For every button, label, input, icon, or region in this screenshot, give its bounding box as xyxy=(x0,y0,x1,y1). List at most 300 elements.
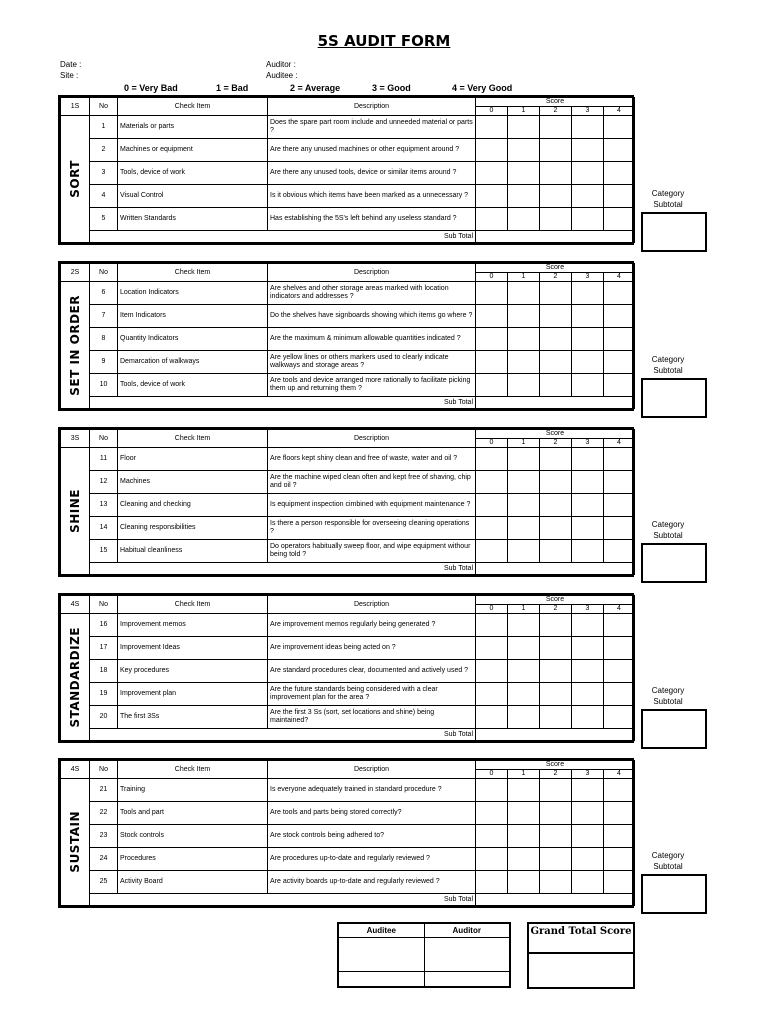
score-header: Score xyxy=(476,761,635,770)
category-subtotal-label: Category Subtotal xyxy=(651,851,685,871)
item-description: Are the machine wiped clean often and kept free of shaving, chip and oil ? xyxy=(268,471,476,494)
score-cell-1[interactable] xyxy=(508,825,540,848)
item-description: Are stock controls being adhered to? xyxy=(268,825,476,848)
item-description: Are shelves and other storage areas marked with location indicators and addresses ? xyxy=(268,282,476,305)
score-cell-0[interactable] xyxy=(476,162,508,185)
item-description: Has establishing the 5S's left behind any useless standard ? xyxy=(268,208,476,231)
item-number: 16 xyxy=(90,614,118,637)
auditee-date-cell[interactable] xyxy=(339,972,425,987)
score-cell-0[interactable] xyxy=(476,540,508,563)
auditee-signature-header: Auditee xyxy=(339,924,425,938)
score-level-4: 4 xyxy=(604,107,635,116)
score-cell-1[interactable] xyxy=(508,448,540,471)
score-cell-2[interactable] xyxy=(540,282,572,305)
score-cell-4[interactable] xyxy=(604,825,635,848)
score-cell-0[interactable] xyxy=(476,637,508,660)
description-header: Description xyxy=(268,761,476,779)
item-number: 9 xyxy=(90,351,118,374)
score-level-2: 2 xyxy=(540,770,572,779)
score-cell-4[interactable] xyxy=(604,185,635,208)
section-code: 3S xyxy=(61,430,90,448)
score-cell-0[interactable] xyxy=(476,802,508,825)
category-subtotal-label: Category Subtotal xyxy=(651,686,685,706)
score-cell-1[interactable] xyxy=(508,779,540,802)
check-item-header: Check Item xyxy=(118,761,268,779)
score-cell-2[interactable] xyxy=(540,116,572,139)
score-cell-0[interactable] xyxy=(476,848,508,871)
score-cell-1[interactable] xyxy=(508,282,540,305)
item-number: 25 xyxy=(90,871,118,894)
score-cell-1[interactable] xyxy=(508,683,540,706)
score-level-3: 3 xyxy=(572,273,604,282)
item-check-item: Procedures xyxy=(118,848,268,871)
score-cell-4[interactable] xyxy=(604,706,635,729)
score-cell-3[interactable] xyxy=(572,328,604,351)
item-description: Does the spare part room include and unneeded material or parts ? xyxy=(268,116,476,139)
category-subtotal-box[interactable] xyxy=(641,378,707,418)
score-cell-3[interactable] xyxy=(572,448,604,471)
score-cell-3[interactable] xyxy=(572,162,604,185)
sub-total-label: Sub Total xyxy=(90,729,476,741)
item-check-item: Item Indicators xyxy=(118,305,268,328)
score-header: Score xyxy=(476,98,635,107)
score-cell-2[interactable] xyxy=(540,305,572,328)
score-cell-0[interactable] xyxy=(476,825,508,848)
sub-total-cell[interactable] xyxy=(476,729,635,741)
item-check-item: Habitual cleanliness xyxy=(118,540,268,563)
item-number: 4 xyxy=(90,185,118,208)
score-cell-1[interactable] xyxy=(508,494,540,517)
item-description: Are the first 3 Ss (sort, set locations and shine) being maintained? xyxy=(268,706,476,729)
score-cell-1[interactable] xyxy=(508,208,540,231)
score-cell-0[interactable] xyxy=(476,328,508,351)
score-cell-2[interactable] xyxy=(540,328,572,351)
score-cell-0[interactable] xyxy=(476,517,508,540)
score-cell-3[interactable] xyxy=(572,282,604,305)
item-description: Are there any unused tools, device or similar items around ? xyxy=(268,162,476,185)
grand-total-value-cell[interactable] xyxy=(529,954,633,987)
score-cell-1[interactable] xyxy=(508,706,540,729)
score-cell-2[interactable] xyxy=(540,540,572,563)
score-level-3: 3 xyxy=(572,770,604,779)
sub-total-cell[interactable] xyxy=(476,397,635,409)
score-cell-0[interactable] xyxy=(476,116,508,139)
item-description: Are yellow lines or others markers used to clearly indicate walkways and storage areas ? xyxy=(268,351,476,374)
score-cell-2[interactable] xyxy=(540,802,572,825)
item-number: 22 xyxy=(90,802,118,825)
site-label: Site : xyxy=(60,71,79,80)
item-number: 12 xyxy=(90,471,118,494)
score-cell-2[interactable] xyxy=(540,825,572,848)
item-number: 5 xyxy=(90,208,118,231)
score-cell-0[interactable] xyxy=(476,139,508,162)
score-cell-1[interactable] xyxy=(508,305,540,328)
score-cell-3[interactable] xyxy=(572,494,604,517)
item-check-item: Floor xyxy=(118,448,268,471)
score-cell-3[interactable] xyxy=(572,614,604,637)
score-cell-1[interactable] xyxy=(508,517,540,540)
section-name xyxy=(61,116,90,243)
score-cell-4[interactable] xyxy=(604,637,635,660)
item-check-item: Tools and part xyxy=(118,802,268,825)
legend-4: 4 = Very Good xyxy=(452,83,513,93)
section-3 xyxy=(58,427,634,577)
score-level-2: 2 xyxy=(540,605,572,614)
section-name-text: STANDARDIZE xyxy=(68,626,82,728)
score-cell-3[interactable] xyxy=(572,825,604,848)
item-check-item: Location Indicators xyxy=(118,282,268,305)
no-header: No xyxy=(90,761,118,779)
score-cell-2[interactable] xyxy=(540,374,572,397)
score-level-1: 1 xyxy=(508,273,540,282)
item-description: Are activity boards up-to-date and regularly reviewed ? xyxy=(268,871,476,894)
sub-total-cell[interactable] xyxy=(476,563,635,575)
legend-2: 2 = Average xyxy=(290,83,341,93)
score-cell-4[interactable] xyxy=(604,374,635,397)
section-name-text: SHINE xyxy=(68,489,82,533)
score-cell-1[interactable] xyxy=(508,614,540,637)
score-cell-4[interactable] xyxy=(604,848,635,871)
score-level-0: 0 xyxy=(476,770,508,779)
item-number: 19 xyxy=(90,683,118,706)
item-description: Are tools and device arranged more rationally to facilitate picking them up and returning them ? xyxy=(268,374,476,397)
category-subtotal-box[interactable] xyxy=(641,709,707,749)
item-number: 13 xyxy=(90,494,118,517)
score-cell-1[interactable] xyxy=(508,802,540,825)
score-cell-0[interactable] xyxy=(476,614,508,637)
item-description: Is equipment inspection cimbined with equipment maintenance ? xyxy=(268,494,476,517)
score-level-4: 4 xyxy=(604,439,635,448)
no-header: No xyxy=(90,430,118,448)
score-cell-3[interactable] xyxy=(572,471,604,494)
sub-total-label: Sub Total xyxy=(90,231,476,243)
score-cell-3[interactable] xyxy=(572,351,604,374)
check-item-header: Check Item xyxy=(118,596,268,614)
score-header: Score xyxy=(476,430,635,439)
score-cell-4[interactable] xyxy=(604,305,635,328)
signature-table xyxy=(337,922,511,988)
score-cell-1[interactable] xyxy=(508,637,540,660)
item-check-item: Machines xyxy=(118,471,268,494)
check-item-header: Check Item xyxy=(118,264,268,282)
score-cell-2[interactable] xyxy=(540,494,572,517)
score-cell-1[interactable] xyxy=(508,162,540,185)
category-subtotal-box[interactable] xyxy=(641,212,707,252)
item-check-item: Cleaning and checking xyxy=(118,494,268,517)
score-cell-4[interactable] xyxy=(604,779,635,802)
item-description: Do operators habitually sweep floor, and wipe equipment withour being told ? xyxy=(268,540,476,563)
item-description: Is everyone adequately trained in standard procedure ? xyxy=(268,779,476,802)
score-cell-0[interactable] xyxy=(476,871,508,894)
score-cell-0[interactable] xyxy=(476,660,508,683)
score-cell-4[interactable] xyxy=(604,517,635,540)
score-cell-1[interactable] xyxy=(508,139,540,162)
score-cell-3[interactable] xyxy=(572,683,604,706)
score-level-3: 3 xyxy=(572,439,604,448)
score-cell-4[interactable] xyxy=(604,494,635,517)
section-code: 4S xyxy=(61,761,90,779)
score-cell-2[interactable] xyxy=(540,517,572,540)
check-item-header: Check Item xyxy=(118,98,268,116)
score-level-1: 1 xyxy=(508,107,540,116)
score-cell-1[interactable] xyxy=(508,185,540,208)
score-cell-0[interactable] xyxy=(476,282,508,305)
score-cell-4[interactable] xyxy=(604,351,635,374)
score-cell-4[interactable] xyxy=(604,282,635,305)
score-cell-2[interactable] xyxy=(540,660,572,683)
category-subtotal-label: Category Subtotal xyxy=(651,355,685,375)
score-cell-0[interactable] xyxy=(476,471,508,494)
score-level-0: 0 xyxy=(476,439,508,448)
score-cell-1[interactable] xyxy=(508,374,540,397)
score-cell-0[interactable] xyxy=(476,448,508,471)
score-cell-2[interactable] xyxy=(540,185,572,208)
item-description: Are there any unused machines or other equipment around ? xyxy=(268,139,476,162)
score-cell-3[interactable] xyxy=(572,116,604,139)
section-5 xyxy=(58,758,634,908)
score-header: Score xyxy=(476,264,635,273)
score-cell-2[interactable] xyxy=(540,162,572,185)
item-number: 24 xyxy=(90,848,118,871)
sub-total-label: Sub Total xyxy=(90,397,476,409)
score-cell-2[interactable] xyxy=(540,871,572,894)
score-cell-4[interactable] xyxy=(604,660,635,683)
description-header: Description xyxy=(268,596,476,614)
score-cell-0[interactable] xyxy=(476,185,508,208)
score-cell-3[interactable] xyxy=(572,374,604,397)
item-number: 2 xyxy=(90,139,118,162)
page-title: 5S AUDIT FORM xyxy=(317,32,451,50)
score-cell-4[interactable] xyxy=(604,614,635,637)
item-check-item: Written Standards xyxy=(118,208,268,231)
section-code: 1S xyxy=(61,98,90,116)
section-name-text: SORT xyxy=(68,160,82,198)
score-level-3: 3 xyxy=(572,605,604,614)
item-description: Are improvement ideas being acted on ? xyxy=(268,637,476,660)
item-number: 23 xyxy=(90,825,118,848)
score-cell-4[interactable] xyxy=(604,328,635,351)
item-description: Do the shelves have signboards showing which items go where ? xyxy=(268,305,476,328)
item-description: Are standard procedures clear, documented and actively used ? xyxy=(268,660,476,683)
score-level-1: 1 xyxy=(508,439,540,448)
score-cell-1[interactable] xyxy=(508,116,540,139)
score-cell-1[interactable] xyxy=(508,328,540,351)
sub-total-label: Sub Total xyxy=(90,563,476,575)
item-check-item: Improvement memos xyxy=(118,614,268,637)
score-cell-2[interactable] xyxy=(540,471,572,494)
auditor-signature-cell[interactable] xyxy=(424,938,510,972)
sub-total-cell[interactable] xyxy=(476,231,635,243)
score-cell-3[interactable] xyxy=(572,637,604,660)
score-cell-3[interactable] xyxy=(572,706,604,729)
score-cell-4[interactable] xyxy=(604,802,635,825)
item-number: 8 xyxy=(90,328,118,351)
item-check-item: Cleaning responsibilities xyxy=(118,517,268,540)
score-cell-4[interactable] xyxy=(604,139,635,162)
sub-total-label: Sub Total xyxy=(90,894,476,906)
item-check-item: Tools, device of work xyxy=(118,374,268,397)
section-4 xyxy=(58,593,634,743)
score-cell-2[interactable] xyxy=(540,448,572,471)
no-header: No xyxy=(90,264,118,282)
item-description: Are procedures up-to-date and regularly reviewed ? xyxy=(268,848,476,871)
category-subtotal-box[interactable] xyxy=(641,543,707,583)
score-level-1: 1 xyxy=(508,770,540,779)
score-level-2: 2 xyxy=(540,439,572,448)
score-cell-3[interactable] xyxy=(572,802,604,825)
score-cell-1[interactable] xyxy=(508,351,540,374)
auditor-date-cell[interactable] xyxy=(424,972,510,987)
score-cell-4[interactable] xyxy=(604,471,635,494)
item-check-item: Key procedures xyxy=(118,660,268,683)
score-cell-0[interactable] xyxy=(476,706,508,729)
check-item-header: Check Item xyxy=(118,430,268,448)
score-cell-4[interactable] xyxy=(604,871,635,894)
description-header: Description xyxy=(268,264,476,282)
score-cell-2[interactable] xyxy=(540,779,572,802)
legend-3: 3 = Good xyxy=(372,83,411,93)
item-check-item: Materials or parts xyxy=(118,116,268,139)
category-subtotal-label: Category Subtotal xyxy=(651,520,685,540)
item-number: 17 xyxy=(90,637,118,660)
score-cell-4[interactable] xyxy=(604,208,635,231)
score-cell-1[interactable] xyxy=(508,471,540,494)
section-2 xyxy=(58,261,634,411)
score-cell-0[interactable] xyxy=(476,208,508,231)
score-level-4: 4 xyxy=(604,273,635,282)
section-name xyxy=(61,779,90,906)
description-header: Description xyxy=(268,98,476,116)
score-cell-3[interactable] xyxy=(572,848,604,871)
score-cell-2[interactable] xyxy=(540,637,572,660)
score-level-4: 4 xyxy=(604,770,635,779)
score-cell-2[interactable] xyxy=(540,614,572,637)
score-cell-0[interactable] xyxy=(476,374,508,397)
score-level-2: 2 xyxy=(540,273,572,282)
item-check-item: Activity Board xyxy=(118,871,268,894)
item-number: 21 xyxy=(90,779,118,802)
score-level-2: 2 xyxy=(540,107,572,116)
item-check-item: Quantity Indicators xyxy=(118,328,268,351)
score-cell-3[interactable] xyxy=(572,517,604,540)
item-description: Is it obvious which items have been marked as a unnecessary ? xyxy=(268,185,476,208)
date-label: Date : xyxy=(60,60,82,69)
section-code: 4S xyxy=(61,596,90,614)
score-level-3: 3 xyxy=(572,107,604,116)
item-check-item: Machines or equipment xyxy=(118,139,268,162)
score-cell-2[interactable] xyxy=(540,208,572,231)
item-check-item: Improvement plan xyxy=(118,683,268,706)
section-name xyxy=(61,614,90,741)
score-cell-0[interactable] xyxy=(476,494,508,517)
score-cell-3[interactable] xyxy=(572,660,604,683)
section-1 xyxy=(58,95,634,245)
item-check-item: Training xyxy=(118,779,268,802)
item-number: 11 xyxy=(90,448,118,471)
item-check-item: Demarcation of walkways xyxy=(118,351,268,374)
score-cell-1[interactable] xyxy=(508,660,540,683)
score-cell-1[interactable] xyxy=(508,540,540,563)
section-name xyxy=(61,448,90,575)
item-description: Are tools and parts being stored correctly? xyxy=(268,802,476,825)
item-check-item: Tools, device of work xyxy=(118,162,268,185)
score-cell-4[interactable] xyxy=(604,540,635,563)
score-cell-2[interactable] xyxy=(540,683,572,706)
score-cell-0[interactable] xyxy=(476,305,508,328)
item-description: Is there a person responsible for overseeing cleaning operations ? xyxy=(268,517,476,540)
score-cell-2[interactable] xyxy=(540,139,572,162)
score-cell-3[interactable] xyxy=(572,779,604,802)
score-cell-2[interactable] xyxy=(540,848,572,871)
section-name-text: SET IN ORDER xyxy=(68,294,82,396)
score-level-4: 4 xyxy=(604,605,635,614)
score-header: Score xyxy=(476,596,635,605)
score-cell-0[interactable] xyxy=(476,779,508,802)
item-number: 20 xyxy=(90,706,118,729)
item-number: 15 xyxy=(90,540,118,563)
score-level-0: 0 xyxy=(476,107,508,116)
score-cell-1[interactable] xyxy=(508,848,540,871)
score-cell-3[interactable] xyxy=(572,305,604,328)
score-cell-0[interactable] xyxy=(476,683,508,706)
sub-total-cell[interactable] xyxy=(476,894,635,906)
no-header: No xyxy=(90,596,118,614)
score-cell-4[interactable] xyxy=(604,162,635,185)
auditor-label: Auditor : xyxy=(266,60,296,69)
score-cell-4[interactable] xyxy=(604,116,635,139)
score-cell-4[interactable] xyxy=(604,683,635,706)
grand-total-box xyxy=(527,922,635,989)
legend-0: 0 = Very Bad xyxy=(124,83,178,93)
score-cell-4[interactable] xyxy=(604,448,635,471)
item-check-item: Visual Control xyxy=(118,185,268,208)
score-cell-1[interactable] xyxy=(508,871,540,894)
grand-total-label: Grand Total Score xyxy=(529,924,633,954)
score-level-1: 1 xyxy=(508,605,540,614)
auditee-label: Auditee : xyxy=(266,71,298,80)
no-header: No xyxy=(90,98,118,116)
item-number: 1 xyxy=(90,116,118,139)
score-level-0: 0 xyxy=(476,605,508,614)
description-header: Description xyxy=(268,430,476,448)
score-cell-3[interactable] xyxy=(572,185,604,208)
item-check-item: Stock controls xyxy=(118,825,268,848)
section-code: 2S xyxy=(61,264,90,282)
item-description: Are the maximum & minimum allowable quantities indicated ? xyxy=(268,328,476,351)
item-description: Are floors kept shiny clean and free of waste, water and oil ? xyxy=(268,448,476,471)
item-number: 6 xyxy=(90,282,118,305)
item-number: 14 xyxy=(90,517,118,540)
score-cell-2[interactable] xyxy=(540,351,572,374)
item-number: 10 xyxy=(90,374,118,397)
score-cell-3[interactable] xyxy=(572,540,604,563)
score-cell-3[interactable] xyxy=(572,208,604,231)
score-cell-3[interactable] xyxy=(572,871,604,894)
score-level-0: 0 xyxy=(476,273,508,282)
score-cell-0[interactable] xyxy=(476,351,508,374)
item-description: Are improvement memos regularly being generated ? xyxy=(268,614,476,637)
score-cell-3[interactable] xyxy=(572,139,604,162)
legend-1: 1 = Bad xyxy=(216,83,249,93)
section-name-text: SUSTAIN xyxy=(68,811,82,873)
item-number: 7 xyxy=(90,305,118,328)
item-check-item: Improvement Ideas xyxy=(118,637,268,660)
auditor-signature-header: Auditor xyxy=(424,924,510,938)
auditee-signature-cell[interactable] xyxy=(339,938,425,972)
score-cell-2[interactable] xyxy=(540,706,572,729)
item-description: Are the future standards being considered with a clear improvement plan for the area ? xyxy=(268,683,476,706)
category-subtotal-box[interactable] xyxy=(641,874,707,914)
